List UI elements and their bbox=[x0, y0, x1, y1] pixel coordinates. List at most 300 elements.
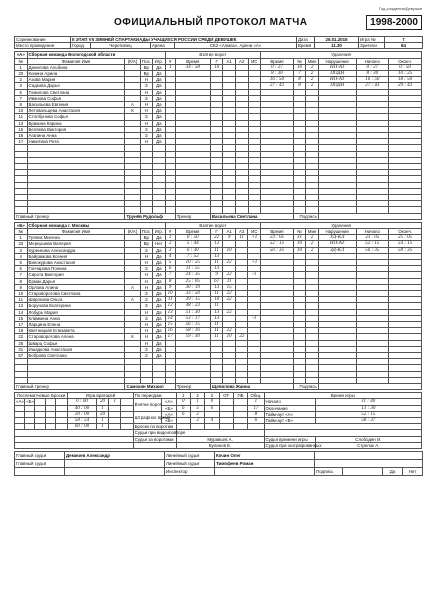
player-name: Меркушева Валерия bbox=[27, 241, 125, 247]
goal-a2: 22 bbox=[235, 334, 248, 340]
penalty-num: 8 bbox=[293, 83, 306, 89]
player-play: Да bbox=[153, 120, 166, 126]
player-play: Да bbox=[153, 284, 166, 290]
period-col-3: 3 bbox=[205, 393, 219, 399]
goal-g: 11 bbox=[210, 321, 223, 327]
player-name: Лобурь Мария bbox=[27, 309, 125, 315]
goal-n: 6 bbox=[165, 266, 175, 272]
goal-judge-label: Судья за воротами bbox=[133, 436, 176, 442]
comp-value: II ЭТАП VII ЗИМНЕЙ СПАРТАКИАДЫ УЧАЩИХСЯ РОССИИ СРЕДИ ДЕВУШЕК bbox=[71, 37, 297, 43]
penalty-min: 2 bbox=[306, 71, 319, 77]
team_a-col-header: А2 bbox=[235, 58, 248, 64]
player-play: Да bbox=[153, 102, 166, 108]
penalty-end: 0 : 50 bbox=[389, 64, 422, 70]
birth-years-box: 1998-2000 bbox=[366, 15, 422, 30]
player-name: Ишадкова Анастасия bbox=[27, 346, 125, 352]
team_a-col-header: Фамилия Имя bbox=[27, 58, 125, 64]
player-pos: Вр bbox=[140, 71, 153, 77]
yes-option: Да bbox=[383, 467, 403, 475]
goal-g: 13 bbox=[210, 309, 223, 315]
player-name: Данилова Альбина bbox=[27, 64, 125, 70]
timeout-a-value: 52 : 15 bbox=[315, 411, 421, 417]
goal-n: 1 bbox=[165, 64, 175, 70]
goal-n: 13 bbox=[165, 309, 175, 315]
penalty-num: 10 bbox=[293, 247, 306, 253]
player-num: 11 bbox=[15, 297, 28, 303]
team_b-pen-header: Удаления bbox=[261, 222, 422, 228]
score-label: Взятие ворот bbox=[133, 399, 162, 411]
penalty-time: 16 : 50 bbox=[261, 77, 294, 83]
game-value: 7 bbox=[385, 37, 423, 43]
time-label: Время bbox=[297, 43, 315, 49]
penalty-num: 10 bbox=[293, 64, 306, 70]
goal-g: 10 bbox=[210, 297, 223, 303]
goal-n: 17 bbox=[165, 334, 175, 340]
penalty-time: 56 : 35 bbox=[261, 247, 294, 253]
penalty-start: 23 : 05 bbox=[356, 235, 389, 241]
penalty-min: 2 bbox=[306, 77, 319, 83]
pim-a-p1: 6 bbox=[176, 411, 190, 417]
goal-n: 1 bbox=[165, 235, 175, 241]
player-name: Шварц Софья bbox=[27, 340, 125, 346]
player-pos: Н bbox=[140, 328, 153, 334]
penalty-start: 16 : 50 bbox=[356, 77, 389, 83]
pim-b-p3: 4 bbox=[205, 417, 219, 423]
player-num: 10 bbox=[15, 290, 28, 296]
match-time-label: Время игры bbox=[264, 393, 421, 399]
goal-g: 10 bbox=[210, 64, 223, 70]
goal-g: 13 bbox=[210, 241, 223, 247]
team_b-col-header: Поз. bbox=[141, 228, 151, 234]
team_a-pen-col-header: Мин bbox=[307, 58, 317, 64]
goal-time: 6 : 30 bbox=[175, 247, 210, 253]
goalie-in-1: 40 : 00 bbox=[68, 405, 97, 411]
goal-n: 15 bbox=[165, 321, 175, 327]
date-label: Дата bbox=[297, 37, 315, 43]
team_a-coach-value: Трунёв Рудольф bbox=[125, 213, 175, 219]
team-a-section bbox=[14, 51, 422, 219]
player-pos: З bbox=[140, 114, 153, 120]
goal-a1: 10 bbox=[223, 334, 236, 340]
player-play: Да bbox=[153, 71, 166, 77]
goal-time: 24 : 35 bbox=[175, 272, 210, 278]
player-play: Да bbox=[153, 321, 166, 327]
goal-n: 2 bbox=[165, 241, 175, 247]
penalty-start: 8 : 30 bbox=[356, 71, 389, 77]
summary-table bbox=[14, 392, 422, 449]
team_b-col-header: Игр. bbox=[153, 228, 166, 234]
team_b-pen-col-header: № bbox=[293, 228, 306, 234]
goal-a1: 10 bbox=[223, 247, 236, 253]
player-pos: З bbox=[140, 83, 153, 89]
penalty-num: 7 bbox=[293, 71, 306, 77]
player-play: Да bbox=[153, 340, 166, 346]
player-name: Азова Мария bbox=[27, 77, 125, 83]
goal-a1: 22 bbox=[223, 309, 236, 315]
player-num: 67 bbox=[15, 352, 28, 358]
team_a-col-header: Поз. bbox=[141, 58, 151, 64]
team_b-pen-col-header: Оконч. bbox=[389, 228, 422, 234]
player-pos: З bbox=[140, 346, 153, 352]
goal-g: 9 bbox=[210, 272, 223, 278]
penalty-time: 23 : 05 bbox=[261, 235, 294, 241]
player-num: 25 bbox=[15, 340, 28, 346]
player-pos: З bbox=[140, 266, 153, 272]
goal-time: 25 : 05 bbox=[175, 278, 210, 284]
team_a-pen-col-header: Оконч. bbox=[389, 58, 422, 64]
goal-a1: 22 bbox=[223, 297, 236, 303]
player-play: Да bbox=[153, 266, 166, 272]
penalty-time: 52 : 15 bbox=[261, 241, 294, 247]
goal-time: 30 : 19 bbox=[175, 284, 210, 290]
player-name: Ларцина Елена bbox=[27, 321, 125, 327]
penalty-time: 27 : 43 bbox=[261, 83, 294, 89]
goalie-out-0: 20 bbox=[96, 399, 108, 405]
goal-n: 7 bbox=[165, 272, 175, 278]
goal-a1: 15 bbox=[223, 284, 236, 290]
player-pos: З bbox=[140, 297, 153, 303]
goal-g: 11 bbox=[210, 290, 223, 296]
team-b-section bbox=[14, 222, 422, 390]
penalty-end: 58 : 35 bbox=[389, 247, 422, 253]
player-name: Тряпик Милена bbox=[27, 235, 125, 241]
player-pos: Н bbox=[140, 120, 153, 126]
player-name: Томилова Светлана bbox=[27, 89, 125, 95]
goalie-out-2: 20 bbox=[96, 411, 108, 417]
player-num: 6 bbox=[15, 266, 28, 272]
goal-g: 11 bbox=[210, 328, 223, 334]
player-pos: Н bbox=[140, 284, 153, 290]
player-num: 16 bbox=[15, 133, 28, 139]
timeout-b-label: Тайм-аут «Б» bbox=[264, 417, 315, 423]
goal-g: 22 bbox=[210, 235, 223, 241]
player-pos: Н bbox=[140, 278, 153, 284]
score-b-p2: 5 bbox=[190, 405, 204, 411]
goalie-out-4: 1 bbox=[96, 424, 108, 430]
player-name: Васильева Евгения bbox=[27, 102, 125, 108]
player-pos: Н bbox=[140, 272, 153, 278]
goal-a1: 22 bbox=[223, 328, 236, 334]
end-value: 13 : 30 bbox=[315, 405, 421, 411]
team_a-coach2-label: Тренер bbox=[175, 213, 210, 219]
player-num: 9 bbox=[15, 284, 28, 290]
penalty-end: 10 : 25 bbox=[389, 71, 422, 77]
penalty-judge-value: Стрелок А. bbox=[315, 442, 421, 448]
player-play: Да bbox=[153, 126, 166, 132]
player-play: Да bbox=[153, 89, 166, 95]
player-play: Да bbox=[153, 272, 166, 278]
goal-is: +1 bbox=[248, 259, 261, 265]
goalie-label: Игра вратарей bbox=[68, 393, 133, 399]
player-name: Куренкова Александра bbox=[27, 247, 125, 253]
player-play: Да bbox=[153, 139, 166, 145]
team_b-col-header: А1 bbox=[223, 228, 236, 234]
team_a-label: «А» bbox=[15, 52, 28, 58]
main-ref-label: Главный судья bbox=[15, 451, 65, 459]
player-name: Сирота Виктория bbox=[27, 272, 125, 278]
period-col-so: ПБ bbox=[233, 393, 247, 399]
team_b-pen-col-header: Нарушение bbox=[318, 228, 356, 234]
goal-time: 39 : 15 bbox=[175, 297, 210, 303]
team_b-coach2-label: Тренер bbox=[175, 383, 210, 389]
player-name: Ермак Дарья bbox=[27, 278, 125, 284]
score-b-p1: 6 bbox=[176, 405, 190, 411]
goal-a1: 22 bbox=[223, 290, 236, 296]
penalty-start: 56 : 35 bbox=[356, 247, 389, 253]
player-play: Да bbox=[153, 346, 166, 352]
inspector-label: Инспектор bbox=[165, 467, 215, 475]
goal-n: 12 bbox=[165, 303, 175, 309]
goal-judge-b: Буланов Е. bbox=[176, 442, 264, 448]
goal-time: 58 : 16 bbox=[175, 328, 210, 334]
penalty-end: 18 : 50 bbox=[389, 77, 422, 83]
player-name: Байрамова Ксения bbox=[27, 253, 125, 259]
penalty-viol: ПОДН bbox=[318, 83, 356, 89]
player-play: Да bbox=[153, 64, 166, 70]
score-a-p1: 0 bbox=[176, 399, 190, 405]
pim-a-p2: 2 bbox=[190, 411, 204, 417]
penalty-time: 8 : 30 bbox=[261, 71, 294, 77]
goal-g: 11 bbox=[210, 303, 223, 309]
goal-time: 51 : 30 bbox=[175, 309, 210, 315]
goal-time: 0 : 50 bbox=[175, 235, 210, 241]
city-value: Череповец bbox=[91, 43, 151, 49]
player-pos: Н bbox=[140, 77, 153, 83]
player-pos: Н bbox=[140, 253, 153, 259]
pim-b-total: 6 bbox=[248, 417, 264, 423]
pim-b-p2: 2 bbox=[190, 417, 204, 423]
player-play: Да bbox=[153, 108, 166, 114]
arena-label: Арена bbox=[151, 43, 175, 49]
team_a-coach2-value: Васильева Светлана bbox=[210, 213, 293, 219]
team_a-col-header: Время bbox=[175, 58, 210, 64]
player-play: Нет bbox=[153, 241, 166, 247]
line-ref-label-2: Линейный судья bbox=[165, 459, 215, 467]
player-cap: А bbox=[125, 102, 140, 108]
match-info-table bbox=[14, 36, 423, 49]
player-name: Климкина Анна bbox=[27, 315, 125, 321]
player-name: Агапина Анна bbox=[27, 133, 125, 139]
pim-label: Штрафное время bbox=[133, 411, 162, 423]
player-pos: Вр bbox=[140, 64, 153, 70]
main-ref2-label: Главный судья bbox=[15, 459, 65, 467]
team_b-name: Сборная команда г. Москвы bbox=[27, 222, 165, 228]
player-num: 14 bbox=[15, 309, 28, 315]
pim-a-total: 8 bbox=[248, 411, 264, 417]
timeout-b-value: 58 : 37 bbox=[315, 417, 421, 423]
player-pos: Н bbox=[140, 340, 153, 346]
goal-n: 9 bbox=[165, 284, 175, 290]
player-pos: З bbox=[140, 133, 153, 139]
player-num: 7 bbox=[15, 95, 28, 101]
player-pos: Вр bbox=[140, 235, 153, 241]
player-play: Да bbox=[153, 95, 166, 101]
team_a-pen-header: Удаления bbox=[261, 52, 422, 58]
team_a-col-header: # bbox=[165, 58, 175, 64]
score-a-total: 1 bbox=[248, 399, 264, 405]
periods-label: По периодам bbox=[133, 393, 176, 399]
shootout-a-label: «А» bbox=[16, 399, 24, 405]
player-name: Столбунова Софья bbox=[27, 114, 125, 120]
player-play: Да bbox=[153, 235, 166, 241]
team_a-col-header: Г bbox=[210, 58, 223, 64]
goalie-in-0: 0 : 00 bbox=[68, 399, 97, 405]
player-play: Да bbox=[153, 77, 166, 83]
player-num: 22 bbox=[15, 334, 28, 340]
goal-a1: 22 bbox=[223, 272, 236, 278]
time-value: 11.30 bbox=[315, 43, 359, 49]
goalie-in-4: 60 : 00 bbox=[68, 424, 97, 430]
penalty-viol: ЗД-КЛ bbox=[318, 247, 356, 253]
goal-n: 5 bbox=[165, 259, 175, 265]
line-ref-1: Кочин Олег bbox=[215, 451, 315, 459]
team_b-col-header: Г bbox=[210, 228, 223, 234]
penalty-viol: ПОДН bbox=[318, 71, 356, 77]
city-label: Город bbox=[71, 43, 91, 49]
player-num: 13 bbox=[15, 120, 28, 126]
arena-value: СКЗ «Алмаз». Арена «А» bbox=[175, 43, 297, 49]
player-num: 5 bbox=[15, 259, 28, 265]
spectators-label: Зрители bbox=[359, 43, 385, 49]
team_a-col-header: Игр. bbox=[153, 58, 166, 64]
player-num: 31 bbox=[15, 346, 28, 352]
goal-n: 4 bbox=[165, 253, 175, 259]
team_a-col-header: А1 bbox=[223, 58, 236, 64]
main-ref-value: Демичев Александр bbox=[65, 451, 165, 459]
officials-table bbox=[14, 451, 423, 476]
start-label: Начало bbox=[264, 399, 315, 405]
player-pos: Н bbox=[140, 309, 153, 315]
team_b-goals-header: Взятие ворот bbox=[165, 222, 260, 228]
player-pos: Н bbox=[140, 139, 153, 145]
player-num: 15 bbox=[15, 315, 28, 321]
team_b-label: «Б» bbox=[15, 222, 28, 228]
team_a-col-header: № bbox=[15, 58, 28, 64]
team_b-col-header: А2 bbox=[235, 228, 248, 234]
goal-g: 13 bbox=[210, 266, 223, 272]
player-pos: Н bbox=[140, 89, 153, 95]
start-value: 11 : 40 bbox=[315, 399, 421, 405]
player-pos: З bbox=[140, 95, 153, 101]
team_a-pen-col-header: Время bbox=[261, 58, 294, 64]
year-label: Год рождения/Девушки bbox=[378, 6, 422, 11]
team_a-goals-header: Взятие ворот bbox=[165, 52, 260, 58]
score-b-total: 17 bbox=[248, 405, 264, 411]
pim-a-label: «А» bbox=[162, 411, 176, 417]
goal-a1: 9 bbox=[223, 235, 236, 241]
player-play: Да bbox=[153, 133, 166, 139]
score-a-label: «А» bbox=[162, 399, 176, 405]
goal-n: 11 bbox=[165, 297, 175, 303]
player-name: Садкова Дарья bbox=[27, 83, 125, 89]
penalty-num: 31 bbox=[293, 235, 306, 241]
penalty-end: 29 : 43 bbox=[389, 83, 422, 89]
player-cap: К bbox=[125, 334, 140, 340]
period-col-1: 1 bbox=[176, 393, 190, 399]
goal-g: 13 bbox=[210, 284, 223, 290]
team_b-pen-col-header: Время bbox=[261, 228, 294, 234]
goal-time: 59 : 30 bbox=[175, 334, 210, 340]
player-num: 3 bbox=[15, 247, 28, 253]
player-play: Да bbox=[153, 352, 166, 358]
player-num: 2 bbox=[15, 77, 28, 83]
goal-time: 34 : 58 bbox=[175, 64, 210, 70]
goal-g: 11 bbox=[210, 334, 223, 340]
goal-a2: 11 bbox=[235, 235, 248, 241]
player-pos: З bbox=[140, 290, 153, 296]
shootout-b-label: «Б» bbox=[26, 399, 34, 405]
team_a-pen-col-header: Начало bbox=[356, 58, 389, 64]
player-num: 3 bbox=[15, 83, 28, 89]
team_b-col-header: № bbox=[15, 228, 28, 234]
penalty-num: 8 bbox=[293, 77, 306, 83]
goal-g: 67 bbox=[210, 278, 223, 284]
goal-n: 8 bbox=[165, 278, 175, 284]
player-num: 20 bbox=[15, 71, 28, 77]
player-pos: Н bbox=[140, 334, 153, 340]
player-num: 12 bbox=[15, 303, 28, 309]
team_a-pen-col-header: № bbox=[293, 58, 306, 64]
sign-label: Подпись bbox=[315, 467, 343, 475]
penalty-min: 2 bbox=[306, 83, 319, 89]
penalty-viol: НП-АТ bbox=[318, 77, 356, 83]
timeout-a-label: Тайм-аут «А» bbox=[264, 411, 315, 417]
team_a-col-header: (К/А) bbox=[125, 58, 140, 64]
player-num: 8 bbox=[15, 278, 28, 284]
player-name: Летовальцева Анастасия bbox=[27, 108, 125, 114]
player-num: 19 bbox=[15, 328, 28, 334]
penalty-end: 54 : 15 bbox=[389, 241, 422, 247]
player-num: 1 bbox=[15, 235, 28, 241]
player-num: 4 bbox=[15, 253, 28, 259]
goal-time: 7 : 52 bbox=[175, 253, 210, 259]
player-cap: К bbox=[125, 108, 140, 114]
team_a-col-header: ИС bbox=[248, 58, 261, 64]
player-pos: Н bbox=[140, 321, 153, 327]
goal-n: 3 bbox=[165, 247, 175, 253]
penalty-start: 27 : 43 bbox=[356, 83, 389, 89]
spectators-value: 84 bbox=[385, 43, 423, 49]
penalty-viol: НП-АТ bbox=[318, 64, 356, 70]
player-play: Да bbox=[153, 328, 166, 334]
game-label: Игра № bbox=[359, 37, 385, 43]
score-a-p3: 0 bbox=[205, 399, 219, 405]
player-play: Да bbox=[153, 297, 166, 303]
goalie-in-2: 20 : 00 bbox=[68, 411, 97, 417]
goal-n: 16 bbox=[165, 328, 175, 334]
player-pos: Н bbox=[140, 259, 153, 265]
team_b-coach-value: Самохин Михаил bbox=[125, 383, 175, 389]
penalty-min: 2 bbox=[306, 235, 319, 241]
player-play: Да bbox=[153, 309, 166, 315]
team_b-col-header: Фамилия Имя bbox=[27, 228, 125, 234]
penalty-start: 52 : 15 bbox=[356, 241, 389, 247]
goal-judge-a: Муравьев А. bbox=[176, 436, 264, 442]
goal-g: 11 bbox=[210, 259, 223, 265]
team_a-sign-label: Подпись bbox=[293, 213, 318, 219]
penalty-viol: УД-КЛ bbox=[318, 235, 356, 241]
penalty-judge-label: Судья при оштрафованных bbox=[265, 442, 322, 448]
goal-n: 10 bbox=[165, 290, 175, 296]
player-name: Боброва Светлана bbox=[27, 352, 125, 358]
no-option: Нет bbox=[403, 467, 423, 475]
player-name: Борунова Екатерина bbox=[27, 303, 125, 309]
player-name: Гончарова Полина bbox=[27, 266, 125, 272]
player-name: Орлова Алина bbox=[27, 284, 125, 290]
shots-label: Броски по воротам bbox=[133, 424, 176, 430]
goal-time: 56 : 15 bbox=[175, 321, 210, 327]
player-play: Да bbox=[153, 315, 166, 321]
